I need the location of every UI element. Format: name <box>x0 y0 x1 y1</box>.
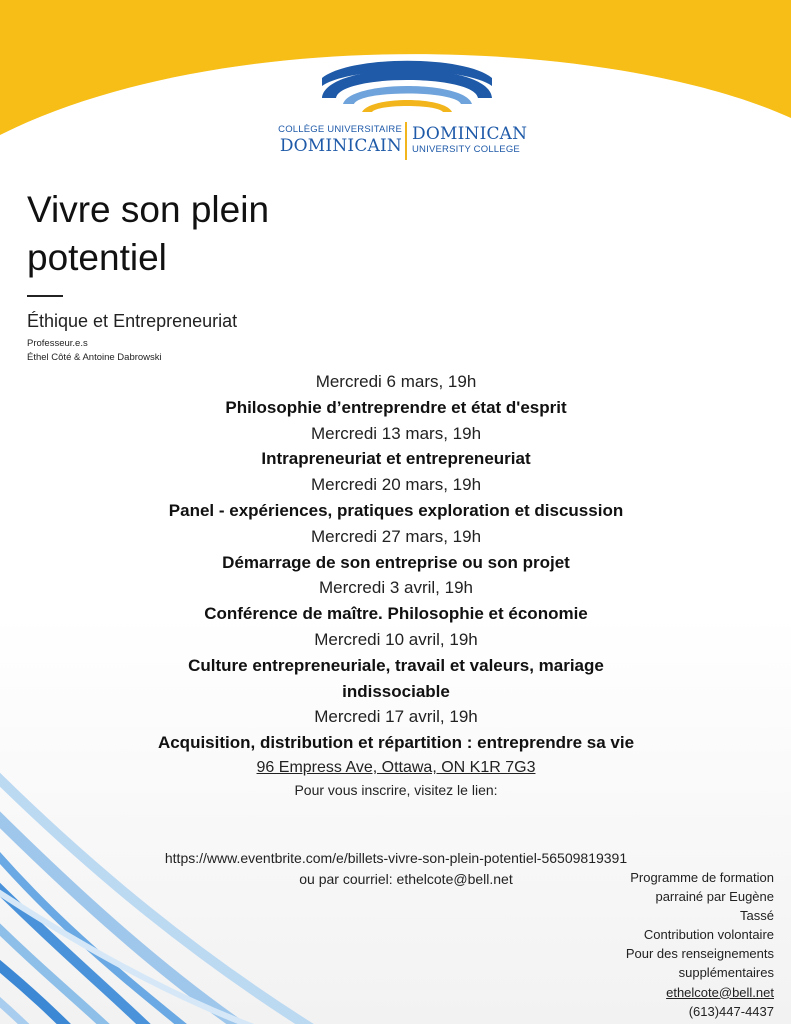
logo-fr-big: DOMINICAIN <box>279 136 402 156</box>
session-date: Mercredi 17 avril, 19h <box>314 707 478 727</box>
professors-label: Professeur.e.s <box>27 338 88 349</box>
sponsor-line: Tassé <box>740 908 774 924</box>
logo-french <box>276 124 402 156</box>
registration-email-line: ou par courriel: ethelcote@bell.net <box>299 871 513 887</box>
sponsor-line: parrainé par Eugène <box>655 889 774 905</box>
session-date: Mercredi 10 avril, 19h <box>314 629 478 649</box>
session-topic: Conférence de maître. Philosophie et économie <box>204 604 588 624</box>
session-date: Mercredi 20 mars, 19h <box>310 475 482 495</box>
sponsor-line: Contribution volontaire <box>643 927 774 943</box>
session-topic: Philosophie d’entreprendre et état d'esprit <box>225 397 567 417</box>
session-topic: Intrapreneuriat et entrepreneuriat <box>261 449 531 469</box>
sponsor-line: Programme de formation <box>630 870 774 885</box>
venue-address[interactable]: 96 Empress Ave, Ottawa, ON K1R 7G3 <box>256 758 536 776</box>
logo-en-small: UNIVERSITY COLLEGE <box>412 144 520 155</box>
session-schedule <box>141 369 651 801</box>
contact-phone: (613)447-4437 <box>688 1003 774 1019</box>
logo-divider <box>405 122 407 160</box>
sponsor-line: supplémentaires <box>678 965 774 981</box>
logo-fr-small: COLLÈGE UNIVERSITAIRE <box>278 124 402 135</box>
registration-link[interactable]: https://www.eventbrite.com/e/billets-vivre-son-plein-potentiel-56509819391 <box>164 850 628 866</box>
logo-en-big: DOMINICAN <box>412 124 528 144</box>
course-subtitle: Éthique et Entrepreneuriat <box>27 311 238 331</box>
title-divider <box>27 295 63 297</box>
contact-email-link[interactable]: ethelcote@bell.net <box>666 984 774 1000</box>
session-date: Mercredi 6 mars, 19h <box>315 372 477 391</box>
session-date: Mercredi 27 mars, 19h <box>310 526 482 546</box>
session-topic: Démarrage de son entreprise ou son projet <box>222 552 570 572</box>
registration-intro: Pour vous inscrire, visitez le lien: <box>294 781 498 798</box>
session-topic: Acquisition, distribution et répartition : entreprendre sa vie <box>157 733 635 753</box>
professors-names: Éthel Côté & Antoine Dabrowski <box>27 352 162 363</box>
sponsor-info <box>596 868 774 1021</box>
session-date: Mercredi 3 avril, 19h <box>318 578 473 598</box>
page-title: Vivre son plein potentiel <box>27 189 270 278</box>
session-topic: Panel - expériences, pratiques exploration et discussion <box>168 500 624 520</box>
session-date: Mercredi 13 mars, 19h <box>310 423 482 443</box>
sponsor-line: Pour des renseignements <box>625 946 774 962</box>
logo-english <box>412 124 542 156</box>
session-topic: Culture entrepreneuriale, travail et valeurs, mariage indissociable <box>188 655 604 701</box>
